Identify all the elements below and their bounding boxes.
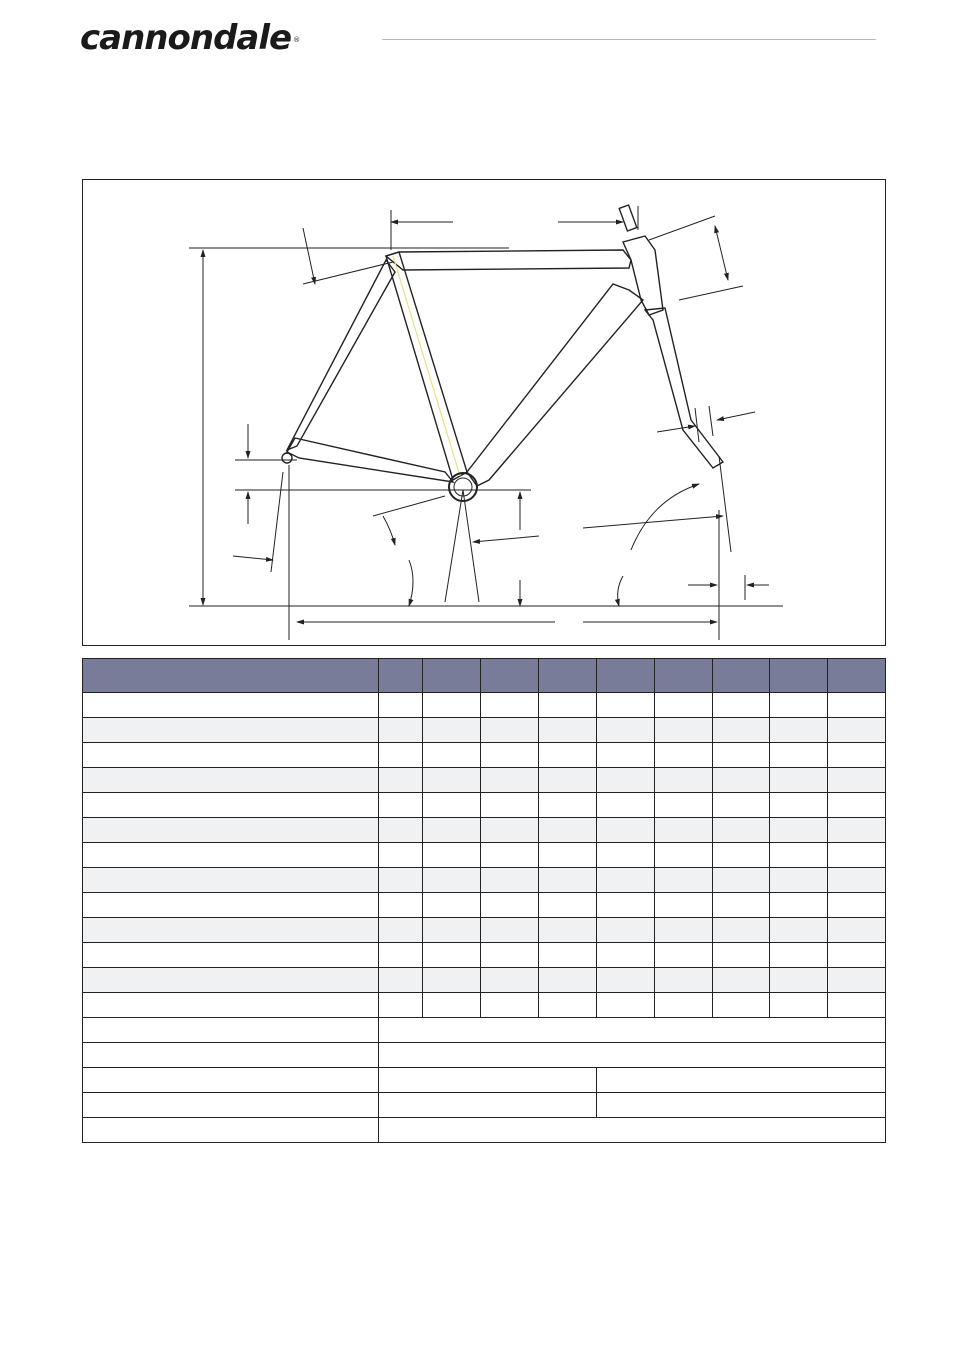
header-rule [382, 39, 876, 40]
table-row [83, 968, 886, 993]
table-cell [481, 693, 539, 718]
table-cell [770, 718, 828, 743]
table-cell [379, 693, 423, 718]
table-cell [770, 793, 828, 818]
table-cell [423, 818, 481, 843]
table-row [83, 843, 886, 868]
table-cell [423, 793, 481, 818]
row-label [83, 868, 379, 893]
table-cell [828, 868, 886, 893]
table-cell [828, 818, 886, 843]
table-cell [379, 818, 423, 843]
cannondale-logo [80, 18, 300, 58]
row-label [83, 943, 379, 968]
row-label [83, 768, 379, 793]
spec-value [379, 1018, 886, 1043]
table-cell [539, 718, 597, 743]
table-cell [481, 718, 539, 743]
table-cell [597, 993, 655, 1018]
table-cell [481, 918, 539, 943]
chain-stay [287, 438, 453, 482]
table-cell [655, 693, 713, 718]
size-header [423, 659, 481, 693]
spec-row [83, 1043, 886, 1068]
table-cell [597, 943, 655, 968]
rear-dropout [282, 453, 292, 463]
table-cell [379, 993, 423, 1018]
table-cell [481, 843, 539, 868]
table-cell [828, 843, 886, 868]
row-label [83, 893, 379, 918]
spec-value [379, 1043, 886, 1068]
table-cell [770, 768, 828, 793]
table-cell [713, 993, 770, 1018]
table-cell [770, 868, 828, 893]
size-header [481, 659, 539, 693]
table-cell [539, 768, 597, 793]
table-cell [423, 918, 481, 943]
split-row [83, 1068, 886, 1093]
table-cell [379, 768, 423, 793]
header-label [83, 659, 379, 693]
table-cell [379, 868, 423, 893]
table-cell [597, 718, 655, 743]
table-row [83, 718, 886, 743]
table-cell [828, 893, 886, 918]
registered-mark: ® [293, 36, 300, 44]
seat-stay [287, 260, 395, 450]
table-cell [597, 968, 655, 993]
table-cell [481, 893, 539, 918]
table-cell [597, 868, 655, 893]
table-cell [379, 943, 423, 968]
table-cell [597, 793, 655, 818]
table-cell [655, 893, 713, 918]
table-cell [655, 968, 713, 993]
table-cell [597, 918, 655, 943]
table-row [83, 818, 886, 843]
size-header [713, 659, 770, 693]
size-header [539, 659, 597, 693]
row-label [83, 993, 379, 1018]
table-cell [539, 918, 597, 943]
table-cell [828, 993, 886, 1018]
table-cell [481, 868, 539, 893]
table-cell [597, 743, 655, 768]
table-cell [423, 968, 481, 993]
row-label [83, 693, 379, 718]
table-cell [481, 743, 539, 768]
table-cell [770, 943, 828, 968]
split-row [83, 1093, 886, 1118]
table-cell [481, 943, 539, 968]
table-cell [713, 868, 770, 893]
table-cell [481, 968, 539, 993]
table-cell [539, 793, 597, 818]
table-cell [828, 918, 886, 943]
table-cell [379, 893, 423, 918]
table-cell [770, 993, 828, 1018]
table-cell [539, 893, 597, 918]
table-cell [655, 868, 713, 893]
geometry-table [82, 658, 886, 1143]
table-cell [539, 968, 597, 993]
table-cell [423, 768, 481, 793]
split-right-value [597, 1093, 886, 1118]
table-cell [713, 718, 770, 743]
table-cell [423, 843, 481, 868]
table-cell [828, 943, 886, 968]
row-label [83, 918, 379, 943]
table-cell [423, 943, 481, 968]
table-cell [713, 893, 770, 918]
spec-row [83, 1018, 886, 1043]
table-cell [379, 918, 423, 943]
table-cell [828, 968, 886, 993]
table-cell [770, 693, 828, 718]
bottom-bracket [449, 473, 477, 501]
table-cell [828, 718, 886, 743]
table-cell [713, 743, 770, 768]
table-cell [423, 693, 481, 718]
table-row [83, 743, 886, 768]
table-cell [655, 843, 713, 868]
table-cell [379, 793, 423, 818]
table-cell [597, 893, 655, 918]
table-cell [481, 818, 539, 843]
table-cell [713, 793, 770, 818]
table-cell [539, 868, 597, 893]
table-cell [655, 743, 713, 768]
table-cell [770, 968, 828, 993]
table-cell [713, 968, 770, 993]
table-cell [539, 743, 597, 768]
split-left-value [379, 1068, 597, 1093]
frame-geometry-diagram [82, 179, 886, 646]
row-label [83, 1043, 379, 1068]
table-cell [655, 793, 713, 818]
table-cell [379, 968, 423, 993]
table-cell [655, 768, 713, 793]
row-label [83, 818, 379, 843]
table-cell [770, 818, 828, 843]
table-cell [379, 843, 423, 868]
row-label [83, 968, 379, 993]
size-header [770, 659, 828, 693]
table-row [83, 768, 886, 793]
split-left-value [379, 1093, 597, 1118]
logo-text: cannondale [80, 18, 292, 58]
row-label [83, 1018, 379, 1043]
table-cell [655, 818, 713, 843]
spec-row [83, 1118, 886, 1143]
table-cell [655, 943, 713, 968]
row-label [83, 843, 379, 868]
table-row [83, 793, 886, 818]
table-cell [713, 918, 770, 943]
table-cell [539, 843, 597, 868]
top-tube [386, 250, 631, 270]
table-cell [539, 943, 597, 968]
head-tube [623, 236, 663, 315]
table-cell [655, 993, 713, 1018]
table-cell [423, 868, 481, 893]
table-cell [481, 768, 539, 793]
table-cell [713, 693, 770, 718]
table-header-row [83, 659, 886, 693]
size-header [828, 659, 886, 693]
table-cell [539, 818, 597, 843]
size-header [597, 659, 655, 693]
frame-drawing [83, 180, 887, 647]
table-cell [379, 718, 423, 743]
table-cell [828, 743, 886, 768]
size-header [655, 659, 713, 693]
steerer [619, 205, 637, 231]
table-cell [423, 993, 481, 1018]
table-cell [597, 843, 655, 868]
table-cell [597, 693, 655, 718]
table-cell [655, 918, 713, 943]
table-cell [828, 693, 886, 718]
table-cell [828, 793, 886, 818]
table-cell [655, 718, 713, 743]
table-cell [539, 693, 597, 718]
table-cell [770, 918, 828, 943]
row-label [83, 1068, 379, 1093]
table-cell [770, 893, 828, 918]
table-cell [713, 768, 770, 793]
table-cell [379, 743, 423, 768]
table-row [83, 893, 886, 918]
table-row [83, 693, 886, 718]
table-cell [713, 943, 770, 968]
table-cell [423, 718, 481, 743]
table-cell [770, 843, 828, 868]
table-cell [481, 993, 539, 1018]
table-row [83, 918, 886, 943]
row-label [83, 1118, 379, 1143]
table-row [83, 868, 886, 893]
table-cell [423, 743, 481, 768]
table-cell [481, 793, 539, 818]
down-tube [467, 284, 643, 486]
table-row [83, 943, 886, 968]
table-cell [713, 843, 770, 868]
row-label [83, 1093, 379, 1118]
table-cell [713, 818, 770, 843]
fork [645, 308, 723, 468]
split-right-value [597, 1068, 886, 1093]
spec-value [379, 1118, 886, 1143]
table-cell [597, 818, 655, 843]
row-label [83, 793, 379, 818]
size-header [379, 659, 423, 693]
row-label [83, 743, 379, 768]
table-cell [597, 768, 655, 793]
table-cell [423, 893, 481, 918]
table-cell [770, 743, 828, 768]
table-row [83, 993, 886, 1018]
table-cell [828, 768, 886, 793]
table-cell [539, 993, 597, 1018]
row-label [83, 718, 379, 743]
